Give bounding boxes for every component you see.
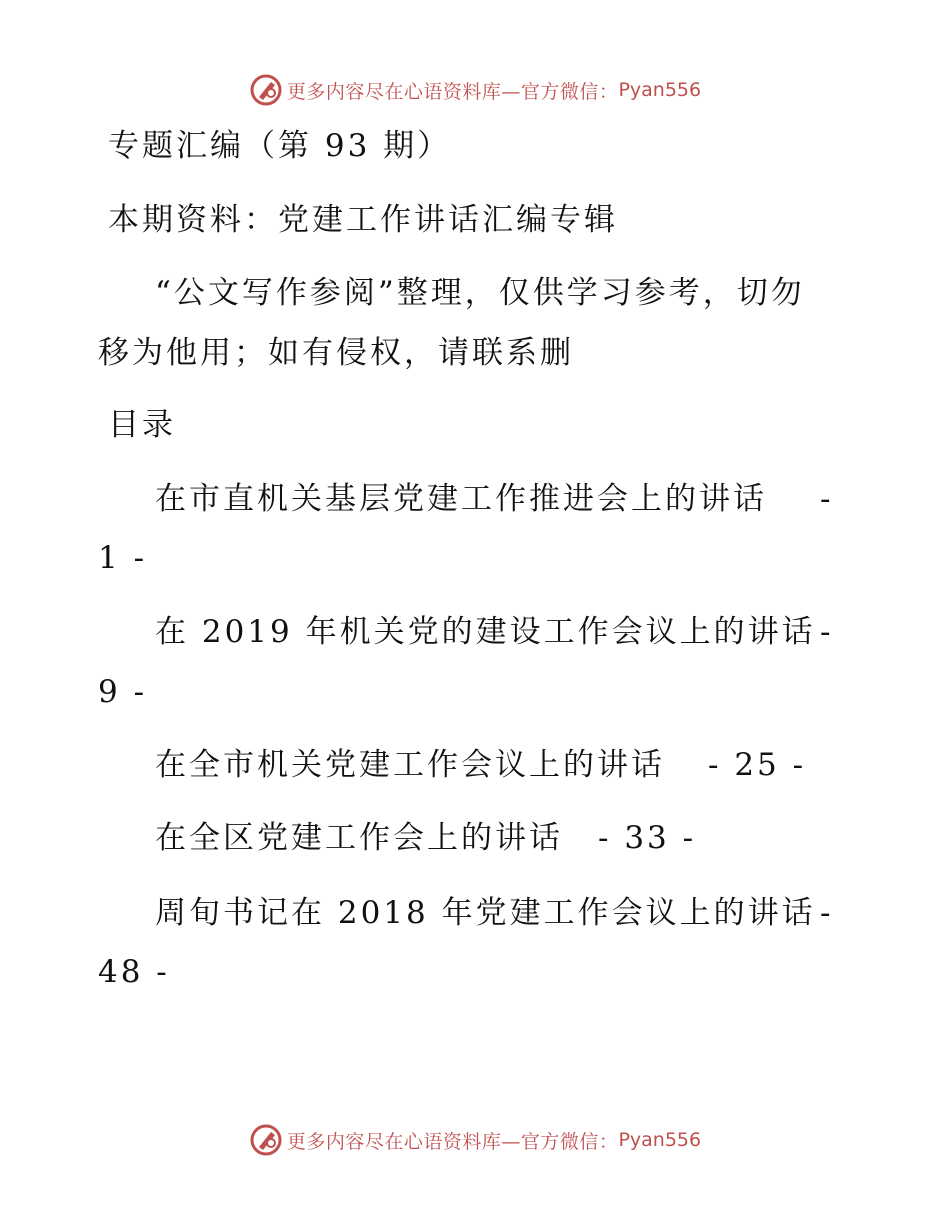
toc-entry-title[interactable]: 在全区党建工作会上的讲话 — [155, 820, 563, 856]
series-title: 专题汇编（第 93 期） — [108, 128, 452, 164]
toc-entry-page-close: 48 - — [98, 954, 170, 990]
toc-entry-title[interactable]: 周旬书记在 2018 年党建工作会议上的讲话 — [155, 895, 816, 931]
banner-contact-label: 官方微信： — [520, 80, 619, 103]
pen-logo-icon — [249, 1123, 283, 1157]
footer-watermark-banner — [0, 1120, 950, 1160]
banner-text: 更多内容尽在心语资料库— — [286, 1130, 521, 1153]
notice-line-1: “公文写作参阅”整理，仅供学习参考，切勿 — [155, 275, 805, 311]
banner-text: 更多内容尽在心语资料库— — [286, 80, 521, 103]
notice-line-2: 移为他用；如有侵权，请联系删 — [98, 335, 574, 371]
toc-entry-page-open: - — [820, 481, 834, 517]
toc-entry-page-close: 9 - — [98, 674, 148, 710]
toc-entry-page-open: - — [820, 614, 834, 650]
toc-entry-page-close: 1 - — [98, 540, 148, 576]
banner-wechat-id: Pyan556 — [618, 1129, 702, 1151]
toc-heading: 目录 — [108, 407, 176, 443]
toc-entry-page-open: - — [820, 895, 834, 931]
toc-entry-title[interactable]: 在 2019 年机关党的建设工作会议上的讲话 — [155, 614, 816, 650]
toc-entry-page: - 33 - — [598, 820, 697, 856]
toc-entry-page: - 25 - — [708, 747, 807, 783]
banner-wechat-id: Pyan556 — [618, 79, 702, 101]
toc-entry-title[interactable]: 在全市机关党建工作会议上的讲话 — [155, 747, 665, 783]
header-watermark-banner — [0, 70, 950, 110]
banner-contact-label: 官方微信： — [520, 1130, 619, 1153]
subject-line: 本期资料：党建工作讲话汇编专辑 — [108, 202, 618, 238]
pen-logo-icon — [249, 73, 283, 107]
toc-entry-title[interactable]: 在市直机关基层党建工作推进会上的讲话 — [155, 481, 767, 517]
